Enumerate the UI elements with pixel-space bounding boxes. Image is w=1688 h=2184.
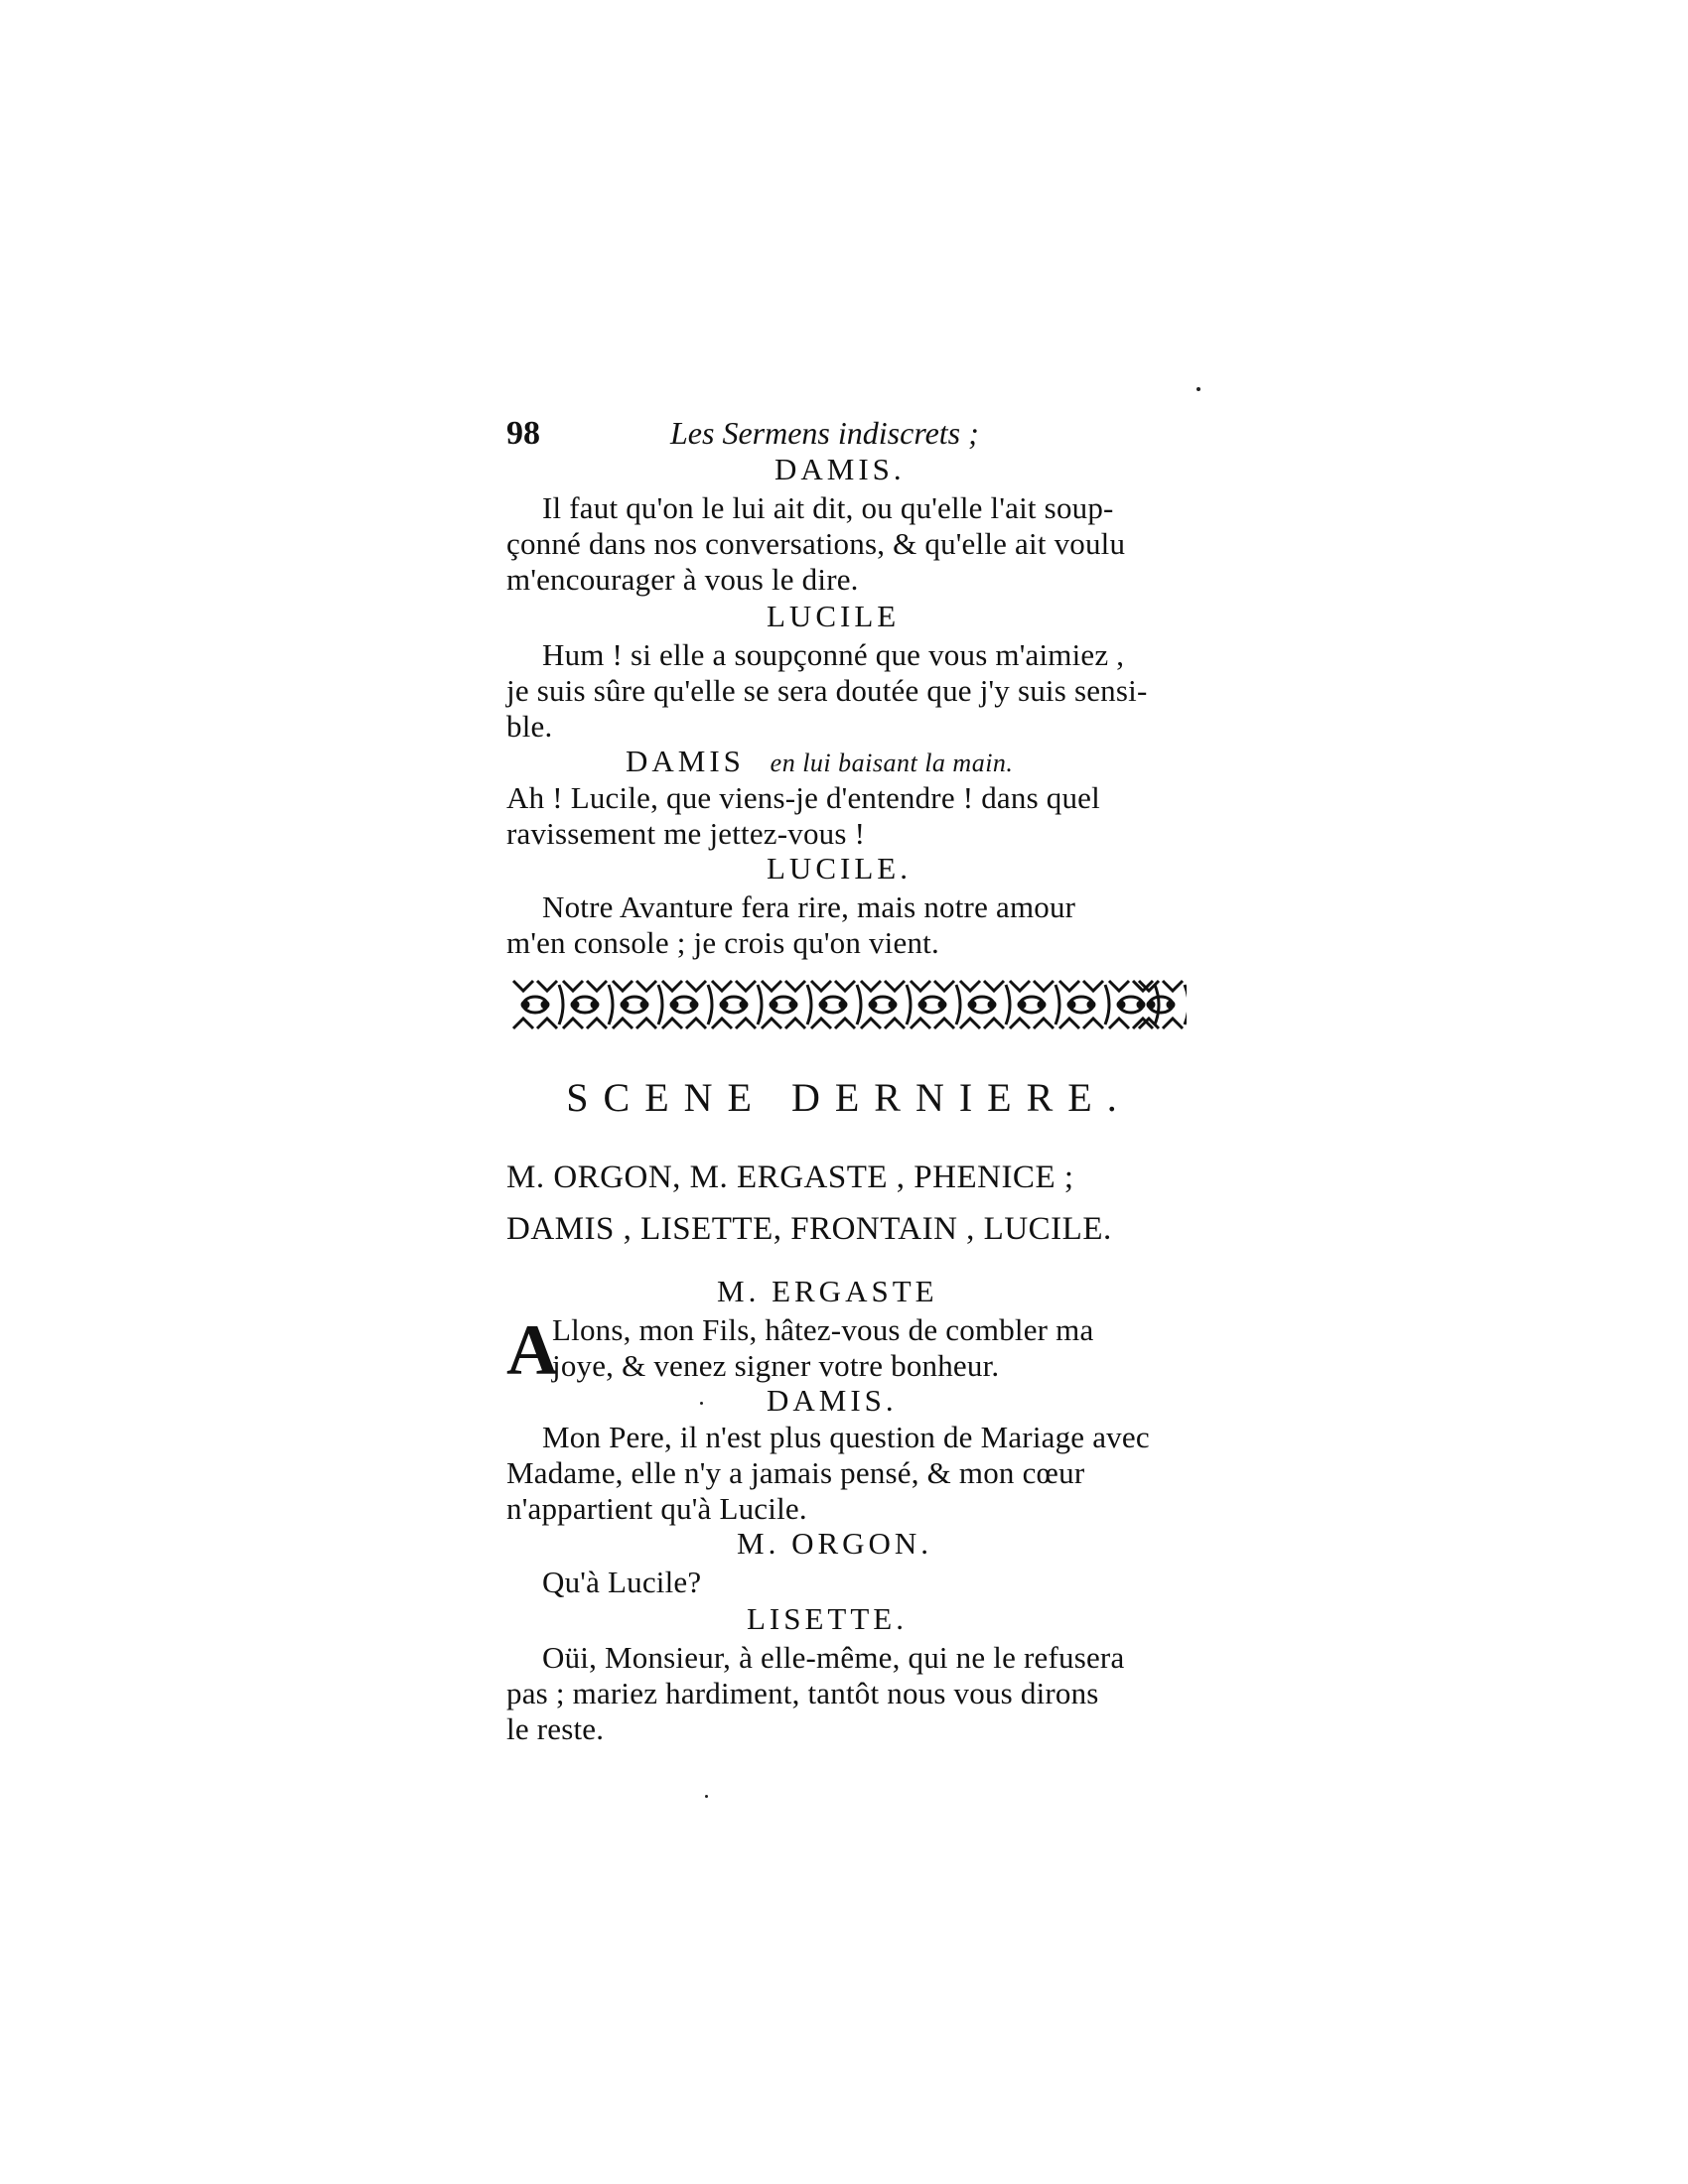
dialogue-line: Madame, elle n'y a jamais pensé, & mon cœur xyxy=(506,1455,1085,1490)
dialogue-line: Hum ! si elle a soupçonné que vous m'aimiez , xyxy=(542,637,1125,672)
dialogue-line: çonné dans nos conversations, & qu'elle ait voulu xyxy=(506,526,1126,561)
dialogue-line: le reste. xyxy=(506,1711,605,1746)
dialogue-line: Il faut qu'on le lui ait dit, ou qu'elle l'ait soup- xyxy=(542,490,1114,525)
stage-direction: en lui baisant la main. xyxy=(770,749,1014,777)
dialogue-line: Notre Avanture fera rire, mais notre amour xyxy=(542,889,1076,924)
speaker-name: M. ORGON. xyxy=(737,1526,933,1561)
drop-cap: A xyxy=(506,1310,558,1390)
dialogue-line: Ah ! Lucile, que viens-je d'entendre ! dans quel xyxy=(506,780,1100,815)
dialogue-line: pas ; mariez hardiment, tantôt nous vous dirons xyxy=(506,1676,1099,1710)
dialogue-line: m'en console ; je crois qu'on vient. xyxy=(506,925,939,960)
speaker-name xyxy=(626,745,1013,780)
dialogue-line: m'encourager à vous le dire. xyxy=(506,562,859,597)
dialogue-line: je suis sûre qu'elle se sera doutée que j'y suis sensi- xyxy=(506,673,1148,708)
speaker-name: LISETTE. xyxy=(747,1601,908,1636)
speaker-name: M. ERGASTE xyxy=(717,1274,938,1308)
dialogue-line: Qu'à Lucile? xyxy=(542,1565,702,1599)
running-title: Les Sermens indiscrets ; xyxy=(670,415,979,451)
dialogue-line: Llons, mon Fils, hâtez-vous de combler ma xyxy=(552,1312,1094,1347)
speaker-name: DAMIS. xyxy=(767,1383,898,1418)
dialogue-line: ble. xyxy=(506,709,553,744)
dialogue-line: Oüi, Monsieur, à elle-même, qui ne le refusera xyxy=(542,1640,1125,1675)
dialogue-line: Mon Pere, il n'est plus question de Mariage avec xyxy=(542,1420,1150,1454)
book-page xyxy=(506,397,1192,1807)
dialogue-line: ravissement me jettez-vous ! xyxy=(506,816,866,851)
dialogue-line: joye, & venez signer votre bonheur. xyxy=(552,1348,1000,1383)
cast-list-line: DAMIS , LISETTE, FRONTAIN , LUCILE. xyxy=(506,1211,1112,1247)
speaker-name: LUCILE. xyxy=(767,851,912,886)
running-head xyxy=(506,415,1192,455)
speaker-label: DAMIS xyxy=(626,744,745,778)
speaker-name: DAMIS. xyxy=(774,452,906,486)
ornament-band xyxy=(511,975,1187,1034)
scan-speck xyxy=(1196,387,1200,391)
speaker-name: LUCILE xyxy=(767,599,901,633)
cast-list-line: M. ORGON, M. ERGASTE , PHENICE ; xyxy=(506,1160,1074,1195)
dialogue-line: n'appartient qu'à Lucile. xyxy=(506,1491,807,1526)
scan-speck xyxy=(700,1402,703,1405)
page-number: 98 xyxy=(506,415,540,452)
scan-speck xyxy=(705,1795,708,1798)
scene-title: SCENE DERNIERE. xyxy=(566,1075,1132,1120)
